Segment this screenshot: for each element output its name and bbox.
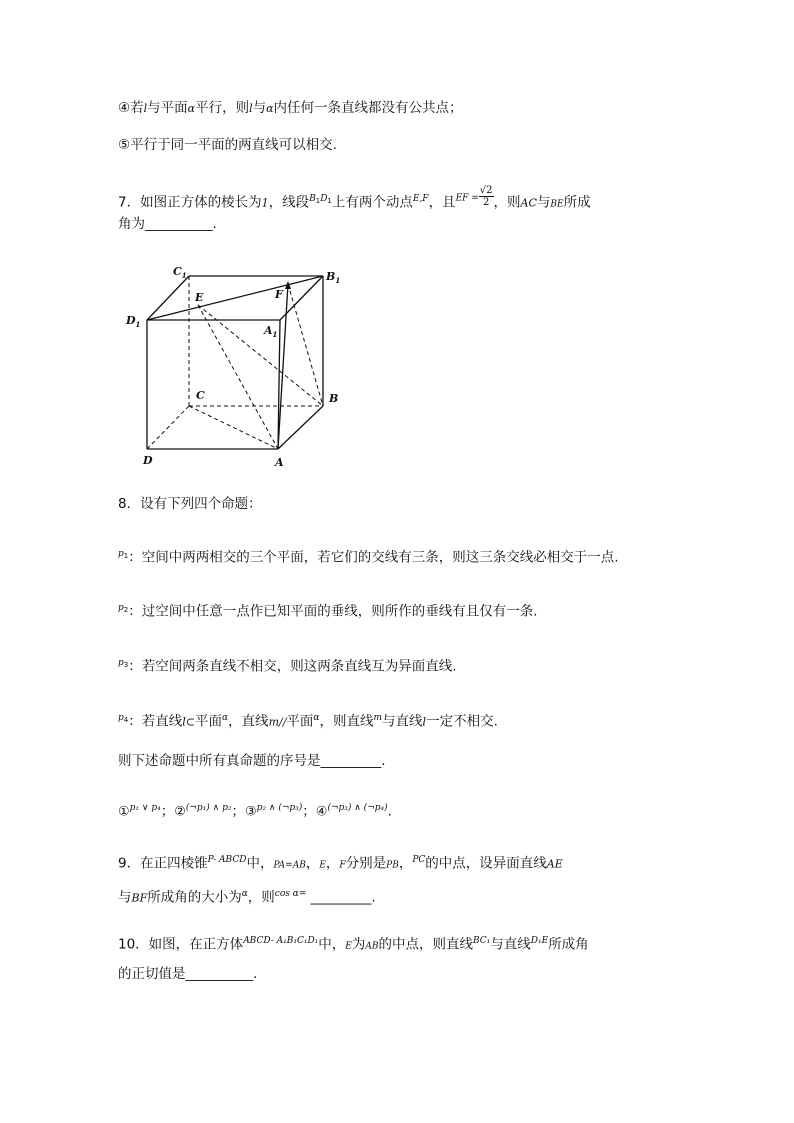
label-A1: $A_1$ xyxy=(264,324,278,339)
question-8-prompt: 则下述命题中所有真命题的序号是_________. xyxy=(118,753,386,769)
edge-D1C1 xyxy=(147,276,189,320)
line-FB-hidden xyxy=(288,284,323,406)
proposition-p2: $^{p_2}$：过空间中任意一点作已知平面的垂线，则所作的垂线有且仅有一条. xyxy=(118,603,538,620)
question-10-line1: 10．如图，在正方体$^{ABCD- A_1B_1C_1D_1}$中，E为AB的中点，则直线$^{BC_1}$与直线$^{D_1E}$所成角 xyxy=(118,936,589,953)
proposition-p4: $^{p_4}$：若直线l⊂平面$^\alpha$，直线m//平面$^\alpha$，则直线$^m$与直线l一定不相交. xyxy=(118,713,498,730)
label-C1: $C_1$ xyxy=(173,265,187,280)
label-A: A xyxy=(275,456,284,469)
option-4: (¬p₃) ∧ (¬p₄) xyxy=(327,803,388,813)
label-C: C xyxy=(196,389,205,402)
label-E: E xyxy=(195,291,204,304)
question-10-line2: 的正切值是__________. xyxy=(118,966,258,982)
proposition-p1: $^{p_1}$：空间中两两相交的三个平面，若它们的交线有三条，则这三条交线必相交于一点. xyxy=(118,549,619,566)
label-F: F xyxy=(275,288,283,301)
edge-AB xyxy=(278,406,323,449)
question-7-line1: 7．如图正方体的棱长为1，线段$^{B_1D_1}$上有两个动点$^{E,F}$，且$^{EF =}$ $\frac{√2}{2}$ ，则AC与BE所成 xyxy=(118,185,591,211)
question-number: 7． xyxy=(118,194,141,211)
statement-5: ⑤平行于同一平面的两直线可以相交. xyxy=(118,137,337,153)
label-B1: $B_1$ xyxy=(326,270,341,285)
circled-number: ④ xyxy=(118,100,131,116)
option-1: p₁ ∨ p₄ xyxy=(129,803,161,813)
label-D: D xyxy=(143,454,153,467)
edge-DC-hidden xyxy=(147,406,189,449)
option-3: p₂ ∧ (¬p₃) xyxy=(256,803,303,813)
cube-figure xyxy=(118,258,358,473)
line-CA-hidden xyxy=(189,406,278,449)
label-B: B xyxy=(329,392,339,405)
question-8-options: ①$^{p_1 \vee p_4}$；②$^{(\neg p_1) \wedge p_2}$；③$^{p_2 \wedge (\neg p_3)}$；④$^{(\neg p_3) \wedge (\neg p_4)}$. xyxy=(118,803,392,820)
question-7-line2: 角为__________. xyxy=(118,216,217,232)
label-D1: $D_1$ xyxy=(126,314,141,329)
question-8-stem: 8．设有下列四个命题： xyxy=(118,496,262,512)
proposition-p3: $^{p_3}$：若空间两条直线不相交，则这两条直线互为异面直线. xyxy=(118,658,457,675)
question-9-line1: 9．在正四棱锥$^{P- ABCD}$中，PA=AB，E，F分别是PB，$^{PC}$的中点，设异面直线AE xyxy=(118,855,563,872)
fraction-sqrt2-over-2: $\frac{√2}{2}$ xyxy=(479,185,493,208)
statement-4: ④若l与平面α平行，则l与α内任何一条直线都没有公共点； xyxy=(118,100,463,116)
option-2: (¬p₁) ∧ p₂ xyxy=(185,803,232,813)
question-9-line2: 与BF所成角的大小为$^\alpha$，则$^{cos \alpha=}$ _________. xyxy=(118,889,376,906)
